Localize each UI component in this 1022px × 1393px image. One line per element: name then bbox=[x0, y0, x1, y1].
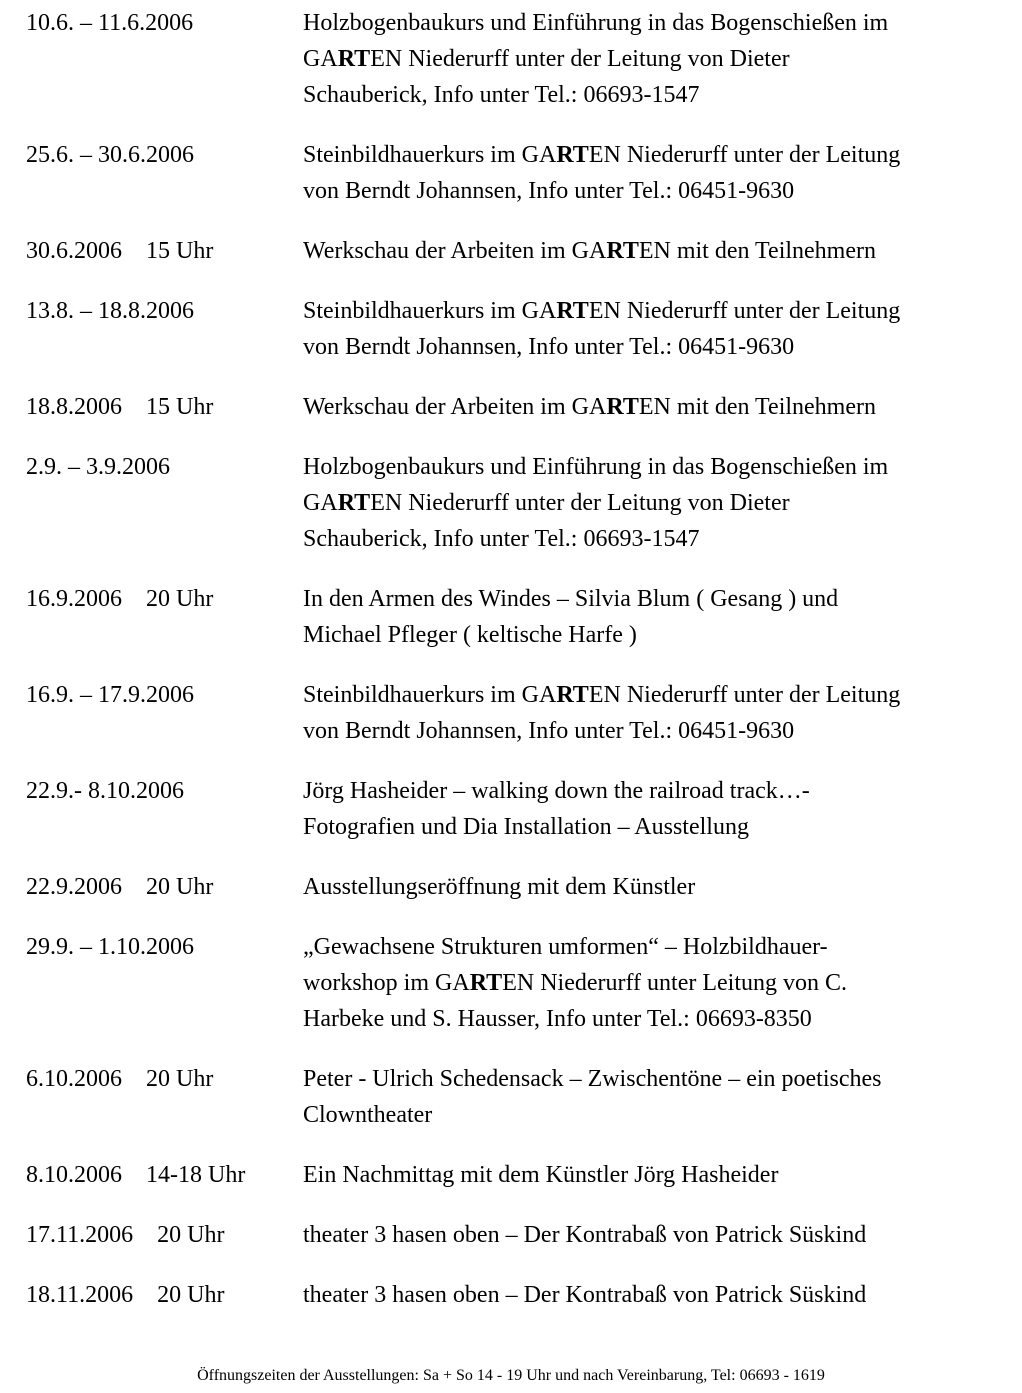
event-text: Harbeke und S. Hausser, Info unter Tel.: 06693-8350 bbox=[303, 1006, 812, 1032]
garten-logo-text: EN bbox=[588, 142, 621, 168]
event-description bbox=[303, 137, 996, 209]
event-description-line bbox=[303, 1097, 996, 1133]
event-date: 30.6.2006 15 Uhr bbox=[26, 238, 214, 264]
event-description-line bbox=[303, 449, 996, 485]
event-description-line bbox=[303, 617, 996, 653]
event-row bbox=[26, 1157, 996, 1193]
event-date: 8.10.2006 14-18 Uhr bbox=[26, 1162, 246, 1188]
event-text: theater 3 hasen oben – Der Kontrabaß von Patrick Süskind bbox=[303, 1222, 867, 1248]
event-description bbox=[303, 773, 996, 845]
event-row bbox=[26, 293, 996, 365]
event-description-line bbox=[303, 521, 996, 557]
event-text: Steinbildhauerkurs im G bbox=[303, 142, 539, 168]
event-description bbox=[303, 1217, 996, 1253]
event-text: theater 3 hasen oben – Der Kontrabaß von Patrick Süskind bbox=[303, 1282, 867, 1308]
event-date: 6.10.2006 20 Uhr bbox=[26, 1066, 214, 1092]
event-row bbox=[26, 869, 996, 905]
event-text: Steinbildhauerkurs im G bbox=[303, 298, 539, 324]
event-text: Holzbogenbaukurs und Einführung in das Bogenschießen im bbox=[303, 454, 889, 480]
event-description-line bbox=[303, 41, 996, 77]
event-text: mit den Teilnehmern bbox=[670, 238, 876, 264]
event-row bbox=[26, 233, 996, 269]
event-description bbox=[303, 293, 996, 365]
garten-logo-text: A bbox=[538, 682, 557, 708]
garten-logo-text: EN bbox=[588, 682, 621, 708]
event-row bbox=[26, 137, 996, 209]
event-row bbox=[26, 677, 996, 749]
event-text: Niederurff unter der Leitung bbox=[620, 682, 901, 708]
garten-logo-text: A bbox=[538, 142, 557, 168]
event-description-line bbox=[303, 869, 996, 905]
event-text: Niederurff unter Leitung von C. bbox=[534, 970, 847, 996]
event-row bbox=[26, 1277, 996, 1313]
event-date: 29.9. – 1.10.2006 bbox=[26, 934, 194, 960]
event-text: workshop im G bbox=[303, 970, 453, 996]
event-date: 2.9. – 3.9.2006 bbox=[26, 454, 170, 480]
event-description-line bbox=[303, 329, 996, 365]
garten-logo-text: EN bbox=[638, 238, 671, 264]
event-description bbox=[303, 677, 996, 749]
garten-logo-text: RT bbox=[337, 490, 371, 516]
garten-logo-text: EN bbox=[502, 970, 535, 996]
event-description bbox=[303, 5, 996, 113]
event-text: Holzbogenbaukurs und Einführung in das Bogenschießen im bbox=[303, 10, 889, 36]
garten-logo-text: A bbox=[588, 238, 607, 264]
event-description-line bbox=[303, 929, 996, 965]
event-text: Ausstellungseröffnung mit dem Künstler bbox=[303, 874, 696, 900]
event-description bbox=[303, 1277, 996, 1313]
event-description-line bbox=[303, 581, 996, 617]
event-text: Niederurff unter der Leitung bbox=[620, 142, 901, 168]
event-text: G bbox=[303, 46, 321, 72]
event-description-line bbox=[303, 1061, 996, 1097]
event-description-line bbox=[303, 233, 996, 269]
event-description-line bbox=[303, 485, 996, 521]
event-description bbox=[303, 869, 996, 905]
event-text: G bbox=[303, 490, 321, 516]
event-text: Niederurff unter der Leitung von Dieter bbox=[402, 46, 790, 72]
event-text: Ein Nachmittag mit dem Künstler Jörg Hasheider bbox=[303, 1162, 779, 1188]
garten-logo-text: A bbox=[538, 298, 557, 324]
event-text: von Berndt Johannsen, Info unter Tel.: 06451-9630 bbox=[303, 718, 795, 744]
garten-logo-text: EN bbox=[370, 46, 403, 72]
garten-logo-text: RT bbox=[337, 46, 371, 72]
event-description-line bbox=[303, 77, 996, 113]
garten-logo-text: EN bbox=[588, 298, 621, 324]
garten-logo-text: A bbox=[320, 46, 338, 72]
garten-logo-text: RT bbox=[556, 298, 589, 324]
event-text: Schauberick, Info unter Tel.: 06693-1547 bbox=[303, 526, 700, 552]
event-text: Niederurff unter der Leitung von Dieter bbox=[402, 490, 790, 516]
event-row bbox=[26, 581, 996, 653]
event-text: Niederurff unter der Leitung bbox=[620, 298, 901, 324]
event-date: 17.11.2006 20 Uhr bbox=[26, 1222, 225, 1248]
event-description-line bbox=[303, 137, 996, 173]
event-text: mit den Teilnehmern bbox=[670, 394, 876, 420]
event-description-line bbox=[303, 173, 996, 209]
event-date: 10.6. – 11.6.2006 bbox=[26, 10, 194, 36]
event-row bbox=[26, 449, 996, 557]
event-date: 18.11.2006 20 Uhr bbox=[26, 1282, 225, 1308]
event-description-line bbox=[303, 5, 996, 41]
event-row bbox=[26, 5, 996, 113]
garten-logo-text: RT bbox=[606, 394, 639, 420]
event-text: Jörg Hasheider – walking down the railroad track…- bbox=[303, 778, 810, 804]
event-row bbox=[26, 1061, 996, 1133]
event-date: 22.9.2006 20 Uhr bbox=[26, 874, 214, 900]
event-text: Werkschau der Arbeiten im G bbox=[303, 394, 589, 420]
event-row bbox=[26, 929, 996, 1037]
event-description-line bbox=[303, 389, 996, 425]
event-description bbox=[303, 581, 996, 653]
event-description bbox=[303, 929, 996, 1037]
garten-logo-text: RT bbox=[469, 970, 503, 996]
event-description bbox=[303, 233, 996, 269]
event-schedule bbox=[26, 5, 996, 1337]
garten-logo-text: A bbox=[320, 490, 338, 516]
opening-hours-footer: Öffnungszeiten der Ausstellungen: Sa + So 14 - 19 Uhr und nach Vereinbarung, Tel: 06693 - 1619 bbox=[197, 1367, 825, 1384]
garten-logo-text: A bbox=[588, 394, 607, 420]
event-description-line bbox=[303, 965, 996, 1001]
event-description bbox=[303, 449, 996, 557]
garten-logo-text: EN bbox=[638, 394, 671, 420]
event-description-line bbox=[303, 293, 996, 329]
event-description bbox=[303, 1157, 996, 1193]
garten-logo-text: RT bbox=[556, 142, 589, 168]
event-description-line bbox=[303, 1217, 996, 1253]
event-text: „Gewachsene Strukturen umformen“ – Holzbildhauer- bbox=[303, 934, 828, 960]
event-row bbox=[26, 389, 996, 425]
event-text: Clowntheater bbox=[303, 1102, 433, 1128]
event-description-line bbox=[303, 1277, 996, 1313]
event-description-line bbox=[303, 677, 996, 713]
event-text: Fotografien und Dia Installation – Ausstellung bbox=[303, 814, 749, 840]
event-row bbox=[26, 773, 996, 845]
event-text: von Berndt Johannsen, Info unter Tel.: 06451-9630 bbox=[303, 178, 795, 204]
garten-logo-text: RT bbox=[556, 682, 589, 708]
event-row bbox=[26, 1217, 996, 1253]
event-description bbox=[303, 389, 996, 425]
event-text: Werkschau der Arbeiten im G bbox=[303, 238, 589, 264]
garten-logo-text: RT bbox=[606, 238, 639, 264]
event-description-line bbox=[303, 773, 996, 809]
event-date: 16.9. – 17.9.2006 bbox=[26, 682, 194, 708]
event-date: 13.8. – 18.8.2006 bbox=[26, 298, 194, 324]
event-date: 25.6. – 30.6.2006 bbox=[26, 142, 194, 168]
event-description bbox=[303, 1061, 996, 1133]
event-description-line bbox=[303, 1001, 996, 1037]
event-date: 16.9.2006 20 Uhr bbox=[26, 586, 214, 612]
garten-logo-text: EN bbox=[370, 490, 403, 516]
event-description-line bbox=[303, 809, 996, 845]
event-text: Schauberick, Info unter Tel.: 06693-1547 bbox=[303, 82, 700, 108]
event-text: Michael Pfleger ( keltische Harfe ) bbox=[303, 622, 637, 648]
event-date: 18.8.2006 15 Uhr bbox=[26, 394, 214, 420]
event-text: Steinbildhauerkurs im G bbox=[303, 682, 539, 708]
event-text: von Berndt Johannsen, Info unter Tel.: 06451-9630 bbox=[303, 334, 795, 360]
garten-logo-text: A bbox=[452, 970, 470, 996]
event-date: 22.9.- 8.10.2006 bbox=[26, 778, 184, 804]
event-description-line bbox=[303, 713, 996, 749]
event-description-line bbox=[303, 1157, 996, 1193]
event-text: In den Armen des Windes – Silvia Blum ( Gesang ) und bbox=[303, 586, 839, 612]
event-text: Peter - Ulrich Schedensack – Zwischentöne – ein poetisches bbox=[303, 1066, 882, 1092]
